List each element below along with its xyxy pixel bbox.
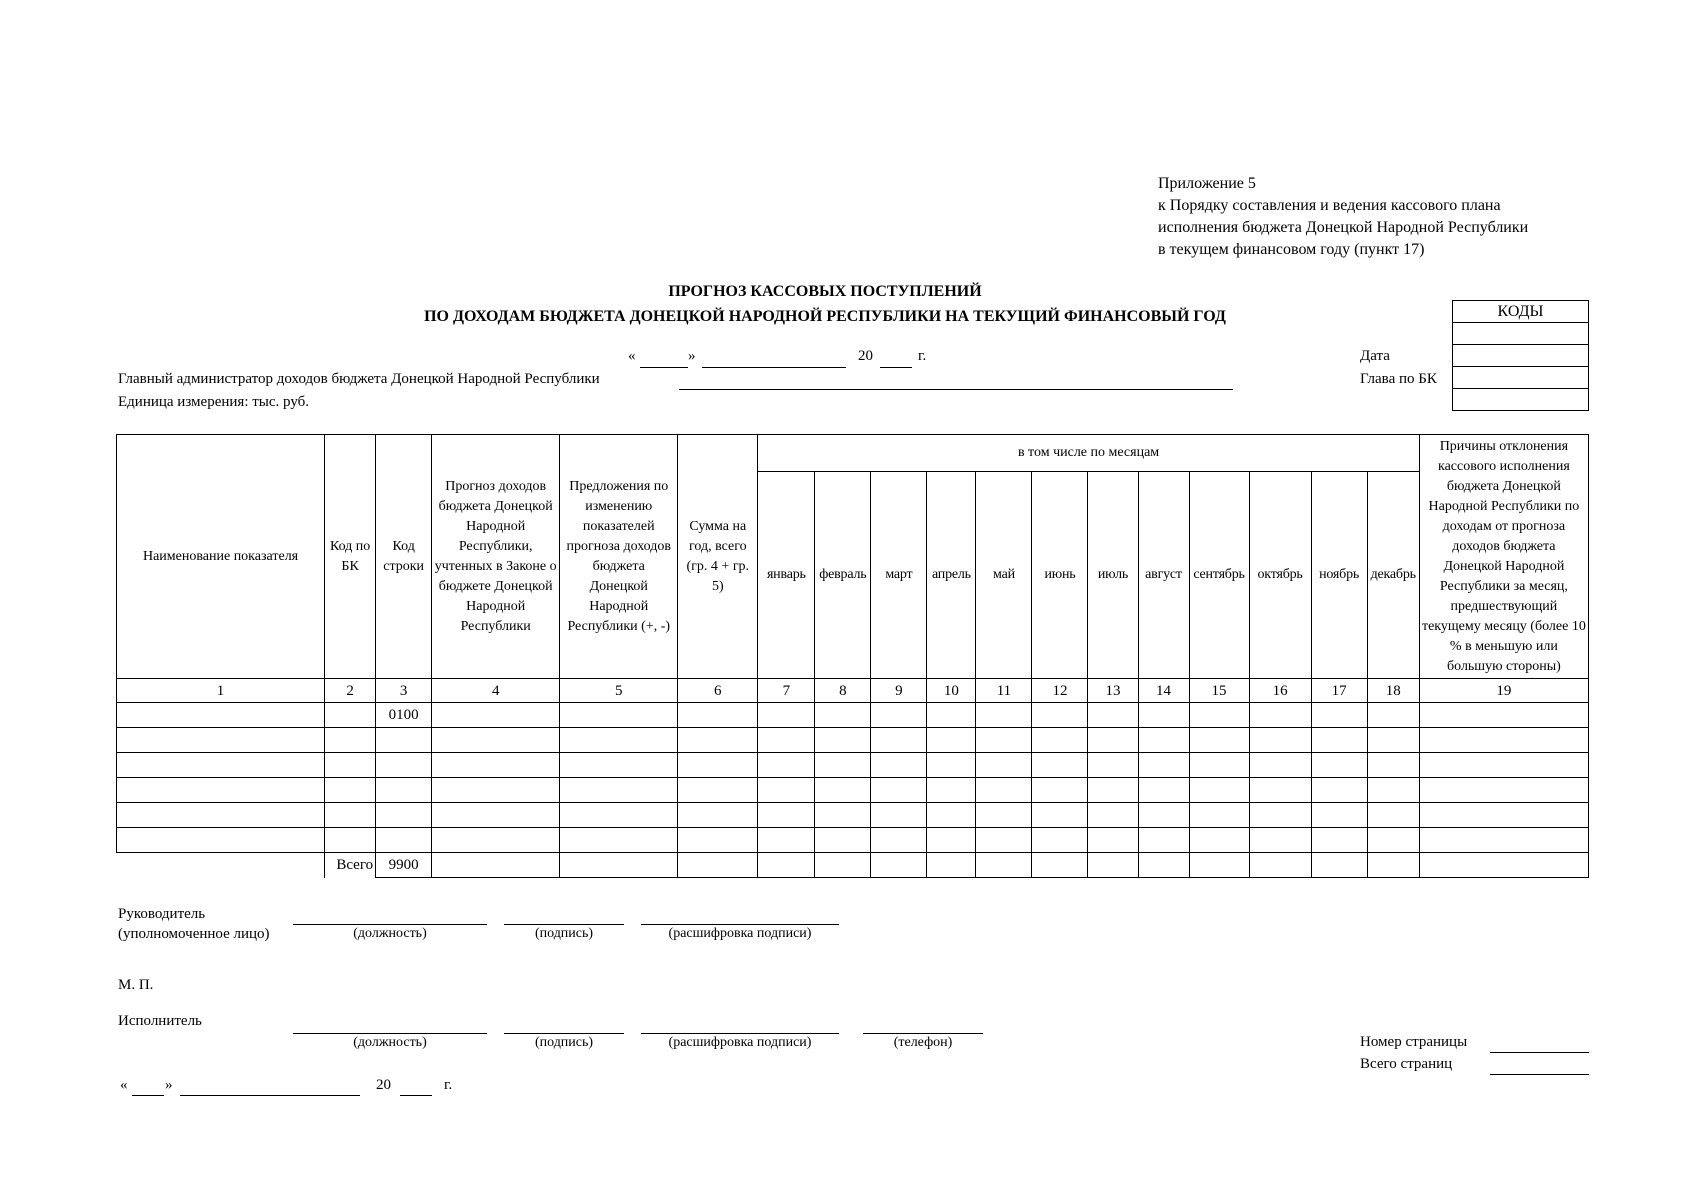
date-month-field[interactable]: [702, 367, 846, 368]
table-cell[interactable]: [758, 853, 815, 878]
stamp-label: М. П.: [118, 977, 154, 993]
codes-cell-1[interactable]: [1453, 323, 1589, 345]
header-name: Наименование показателя: [117, 435, 325, 679]
table-cell[interactable]: [815, 778, 871, 803]
table-cell[interactable]: [976, 728, 1032, 753]
table-cell[interactable]: [1311, 753, 1367, 778]
executor-signature-caption: (подпись): [534, 1035, 594, 1050]
table-cell[interactable]: [976, 753, 1032, 778]
table-cell[interactable]: [678, 803, 758, 828]
head-label-line-2: (уполномоченное лицо): [118, 926, 270, 942]
executor-position-field[interactable]: [293, 1033, 487, 1034]
table-cell[interactable]: [927, 803, 976, 828]
column-number: 16: [1249, 679, 1311, 703]
appendix-line-3: исполнения бюджета Донецкой Народной Республики: [1158, 219, 1529, 236]
column-number: 4: [432, 679, 560, 703]
table-cell[interactable]: [376, 728, 432, 753]
column-number: 6: [678, 679, 758, 703]
table-cell[interactable]: [376, 753, 432, 778]
table-cell[interactable]: [325, 828, 376, 853]
column-number: 10: [927, 679, 976, 703]
table-cell[interactable]: [758, 828, 815, 853]
column-number: 11: [976, 679, 1032, 703]
executor-decode-field[interactable]: [641, 1033, 839, 1034]
table-cell[interactable]: [927, 703, 976, 728]
head-signature-caption: (подпись): [534, 926, 594, 941]
row-code-cell: 0100: [376, 703, 432, 728]
codes-header: КОДЫ: [1453, 301, 1589, 323]
bottom-date-year-field[interactable]: [400, 1095, 432, 1096]
table-cell[interactable]: [871, 853, 927, 878]
date-day-field[interactable]: [640, 367, 688, 368]
table-cell[interactable]: [1311, 853, 1367, 878]
table-cell[interactable]: [560, 803, 678, 828]
total-spacer: [117, 853, 325, 878]
table-cell[interactable]: [1138, 803, 1189, 828]
table-cell[interactable]: [1419, 803, 1588, 828]
table-cell[interactable]: [758, 703, 815, 728]
table-cell[interactable]: [1311, 828, 1367, 853]
table-cell[interactable]: [117, 803, 325, 828]
executor-signature-field[interactable]: [504, 1033, 624, 1034]
codes-date-cell[interactable]: [1453, 345, 1589, 367]
header-code-row: Код строки: [376, 435, 432, 679]
month-header: январь: [758, 472, 815, 679]
table-cell[interactable]: [1419, 778, 1588, 803]
unit-label: Единица измерения: тыс. руб.: [118, 394, 310, 410]
head-position-caption: (должность): [353, 926, 427, 941]
title-line-2: ПО ДОХОДАМ БЮДЖЕТА ДОНЕЦКОЙ НАРОДНОЙ РЕСПУБЛИКИ НА ТЕКУЩИЙ ФИНАНСОВЫЙ ГОД: [424, 308, 1226, 325]
table-cell[interactable]: [560, 853, 678, 878]
appendix-line-4: в текущем финансовом году (пункт 17): [1158, 241, 1425, 258]
table-cell[interactable]: [1088, 753, 1138, 778]
column-number: 17: [1311, 679, 1367, 703]
table-cell[interactable]: [376, 778, 432, 803]
table-cell[interactable]: [1249, 828, 1311, 853]
column-number: 18: [1367, 679, 1419, 703]
table-cell[interactable]: [1088, 778, 1138, 803]
table-cell[interactable]: [815, 703, 871, 728]
table-row: [117, 753, 1589, 778]
table-cell[interactable]: [927, 728, 976, 753]
head-decode-caption: (расшифровка подписи): [668, 926, 812, 941]
month-header: ноябрь: [1311, 472, 1367, 679]
executor-position-caption: (должность): [353, 1035, 427, 1050]
table-cell[interactable]: [1419, 828, 1588, 853]
total-pages-field[interactable]: [1490, 1074, 1589, 1075]
table-cell[interactable]: [1138, 778, 1189, 803]
table-cell[interactable]: [325, 778, 376, 803]
table-cell[interactable]: [1138, 753, 1189, 778]
header-sum: Сумма на год, всего (гр. 4 + гр. 5): [678, 435, 758, 679]
bottom-date-day-field[interactable]: [132, 1095, 164, 1096]
column-number: 13: [1088, 679, 1138, 703]
header-months-group: в том числе по месяцам: [758, 435, 1419, 472]
forecast-table: [116, 434, 1589, 878]
table-cell[interactable]: [1249, 803, 1311, 828]
table-cell[interactable]: [678, 778, 758, 803]
table-cell[interactable]: [1032, 853, 1088, 878]
table-cell[interactable]: [1419, 728, 1588, 753]
table-cell[interactable]: [325, 703, 376, 728]
table-row: [117, 803, 1589, 828]
table-cell[interactable]: [1419, 753, 1588, 778]
table-cell[interactable]: [1367, 803, 1419, 828]
table-cell[interactable]: [1138, 828, 1189, 853]
head-signature-field[interactable]: [504, 924, 624, 925]
appendix-note: [1158, 173, 1528, 261]
table-cell[interactable]: [1088, 853, 1138, 878]
column-number: 9: [871, 679, 927, 703]
table-cell[interactable]: [1138, 728, 1189, 753]
table-cell[interactable]: [325, 803, 376, 828]
table-cell[interactable]: [117, 703, 325, 728]
table-cell[interactable]: [432, 803, 560, 828]
table-cell[interactable]: [432, 778, 560, 803]
page-number-field[interactable]: [1490, 1052, 1589, 1053]
table-cell[interactable]: [678, 853, 758, 878]
table-cell[interactable]: [117, 828, 325, 853]
table-cell[interactable]: [815, 803, 871, 828]
header-reasons: Причины отклонения кассового исполнения бюджета Донецкой Народной Республики по доходам от прогноза доходов бюджета Донецкой Народной Республики за месяц, предшествующий текущему месяцу (более 10 % в меньшую или большую стороны): [1419, 435, 1588, 679]
table-cell[interactable]: [1367, 828, 1419, 853]
column-number: 3: [376, 679, 432, 703]
column-number: 14: [1138, 679, 1189, 703]
column-number: 1: [117, 679, 325, 703]
table-cell[interactable]: [976, 778, 1032, 803]
table-cell[interactable]: [1249, 728, 1311, 753]
table-cell[interactable]: [871, 803, 927, 828]
table-cell[interactable]: [871, 778, 927, 803]
month-header: апрель: [927, 472, 976, 679]
month-header: сентябрь: [1189, 472, 1249, 679]
table-cell[interactable]: [1419, 703, 1588, 728]
table-cell[interactable]: [1088, 828, 1138, 853]
total-code-cell: 9900: [376, 853, 432, 878]
table-cell[interactable]: [1032, 828, 1088, 853]
total-label: Всего: [325, 853, 376, 878]
table-cell[interactable]: [325, 728, 376, 753]
table-cell[interactable]: [1032, 803, 1088, 828]
bottom-date-open-quote: «: [120, 1077, 128, 1093]
table-cell[interactable]: [976, 828, 1032, 853]
table-cell[interactable]: [1189, 703, 1249, 728]
table-cell[interactable]: [678, 703, 758, 728]
table-cell[interactable]: [1367, 753, 1419, 778]
month-header: май: [976, 472, 1032, 679]
table-cell[interactable]: [871, 703, 927, 728]
bottom-date-close-quote: »: [165, 1077, 173, 1093]
table-cell[interactable]: [1419, 853, 1588, 878]
table-cell[interactable]: [815, 828, 871, 853]
column-number: 7: [758, 679, 815, 703]
table-cell[interactable]: [1032, 703, 1088, 728]
table-cell[interactable]: [1189, 753, 1249, 778]
table-cell[interactable]: [1311, 803, 1367, 828]
table-cell[interactable]: [871, 828, 927, 853]
bottom-date-month-field[interactable]: [180, 1095, 360, 1096]
table-cell[interactable]: [117, 753, 325, 778]
table-cell[interactable]: [117, 728, 325, 753]
table-cell[interactable]: [1311, 728, 1367, 753]
table-cell[interactable]: [1088, 803, 1138, 828]
table-cell[interactable]: [815, 753, 871, 778]
table-cell[interactable]: [117, 778, 325, 803]
codes-box: [1452, 300, 1589, 411]
table-cell[interactable]: [758, 778, 815, 803]
bk-label: Глава по БК: [1360, 371, 1437, 387]
head-label-line-1: Руководитель: [118, 906, 206, 922]
table-cell[interactable]: [815, 853, 871, 878]
table-cell[interactable]: [976, 703, 1032, 728]
table-cell[interactable]: [1249, 778, 1311, 803]
table-cell[interactable]: [432, 703, 560, 728]
table-cell[interactable]: [1138, 703, 1189, 728]
table-cell[interactable]: [325, 753, 376, 778]
bottom-date-year-suffix: г.: [444, 1077, 453, 1093]
date-century: 20: [858, 348, 873, 364]
date-year-suffix: г.: [918, 348, 927, 364]
table-cell[interactable]: [758, 753, 815, 778]
table-cell[interactable]: [1189, 803, 1249, 828]
table-cell[interactable]: [927, 853, 976, 878]
table-cell[interactable]: [560, 778, 678, 803]
table-cell[interactable]: [1367, 703, 1419, 728]
table-cell[interactable]: [432, 728, 560, 753]
table-row: [117, 703, 1589, 728]
table-cell[interactable]: [678, 728, 758, 753]
table-cell[interactable]: [678, 828, 758, 853]
table-cell[interactable]: [1367, 728, 1419, 753]
table-cell[interactable]: [927, 828, 976, 853]
table-cell[interactable]: [1367, 853, 1419, 878]
column-number: 8: [815, 679, 871, 703]
admin-label: Главный администратор доходов бюджета Донецкой Народной Республики: [118, 371, 600, 387]
table-cell[interactable]: [560, 703, 678, 728]
table-cell[interactable]: [376, 803, 432, 828]
table-cell[interactable]: [758, 728, 815, 753]
table-row: [117, 778, 1589, 803]
header-forecast: Прогноз доходов бюджета Донецкой Народной Республики, учтенных в Законе о бюджете Донецкой Народной Республики: [432, 435, 560, 679]
date-close-quote: »: [688, 348, 696, 364]
table-cell[interactable]: [1249, 853, 1311, 878]
table-cell[interactable]: [1249, 703, 1311, 728]
table-cell[interactable]: [1249, 753, 1311, 778]
date-label: Дата: [1360, 348, 1390, 364]
month-header: февраль: [815, 472, 871, 679]
head-decode-field[interactable]: [641, 924, 839, 925]
codes-bk-cell[interactable]: [1453, 367, 1589, 389]
table-cell[interactable]: [678, 753, 758, 778]
title-line-1: ПРОГНОЗ КАССОВЫХ ПОСТУПЛЕНИЙ: [668, 283, 982, 300]
header-proposals: Предложения по изменению показателей прогноза доходов бюджета Донецкой Народной Республики (+, -): [560, 435, 678, 679]
executor-phone-caption: (телефон): [893, 1035, 953, 1050]
month-header: август: [1138, 472, 1189, 679]
month-header: март: [871, 472, 927, 679]
column-number: 12: [1032, 679, 1088, 703]
executor-phone-field[interactable]: [863, 1033, 983, 1034]
executor-decode-caption: (расшифровка подписи): [668, 1035, 812, 1050]
table-cell[interactable]: [758, 803, 815, 828]
table-cell[interactable]: [1189, 828, 1249, 853]
table-cell[interactable]: [976, 853, 1032, 878]
column-number: 15: [1189, 679, 1249, 703]
column-number-row: [117, 679, 1589, 703]
table-cell[interactable]: [871, 753, 927, 778]
column-number: 2: [325, 679, 376, 703]
month-header: декабрь: [1367, 472, 1419, 679]
table-cell[interactable]: [1311, 703, 1367, 728]
table-cell[interactable]: [560, 753, 678, 778]
document-title: [300, 279, 1350, 329]
month-header: октябрь: [1249, 472, 1311, 679]
table-cell[interactable]: [432, 853, 560, 878]
table-cell[interactable]: [1311, 778, 1367, 803]
appendix-line-2: к Порядку составления и ведения кассового плана: [1158, 197, 1501, 214]
bottom-date-century: 20: [376, 1077, 391, 1093]
table-cell[interactable]: [432, 828, 560, 853]
total-row: [117, 853, 1589, 878]
month-header: июнь: [1032, 472, 1088, 679]
total-pages-label: Всего страниц: [1360, 1056, 1453, 1072]
table-cell[interactable]: [560, 728, 678, 753]
table-cell[interactable]: [1088, 703, 1138, 728]
table-cell[interactable]: [871, 728, 927, 753]
executor-label: Исполнитель: [118, 1013, 202, 1029]
head-position-field[interactable]: [293, 924, 487, 925]
head-label: [118, 904, 270, 944]
table-cell[interactable]: [1189, 778, 1249, 803]
table-cell[interactable]: [1367, 778, 1419, 803]
table-cell[interactable]: [432, 753, 560, 778]
appendix-line-1: Приложение 5: [1158, 175, 1256, 192]
header-code-bk: Код по БК: [325, 435, 376, 679]
table-cell[interactable]: [1189, 853, 1249, 878]
date-open-quote: «: [628, 348, 636, 364]
codes-cell-4[interactable]: [1453, 389, 1589, 411]
table-cell[interactable]: [927, 753, 976, 778]
table-row: [117, 728, 1589, 753]
table-cell[interactable]: [976, 803, 1032, 828]
date-year-field[interactable]: [880, 367, 912, 368]
table-cell[interactable]: [1138, 853, 1189, 878]
column-number: 19: [1419, 679, 1588, 703]
table-cell[interactable]: [1032, 753, 1088, 778]
table-cell[interactable]: [927, 778, 976, 803]
table-cell[interactable]: [1032, 728, 1088, 753]
table-cell[interactable]: [1189, 728, 1249, 753]
admin-field[interactable]: [679, 389, 1233, 390]
table-cell[interactable]: [1088, 728, 1138, 753]
table-cell[interactable]: [1032, 778, 1088, 803]
table-row: [117, 828, 1589, 853]
table-cell[interactable]: [376, 828, 432, 853]
page-number-label: Номер страницы: [1360, 1034, 1468, 1050]
table-cell[interactable]: [815, 728, 871, 753]
month-header: июль: [1088, 472, 1138, 679]
column-number: 5: [560, 679, 678, 703]
table-cell[interactable]: [560, 828, 678, 853]
